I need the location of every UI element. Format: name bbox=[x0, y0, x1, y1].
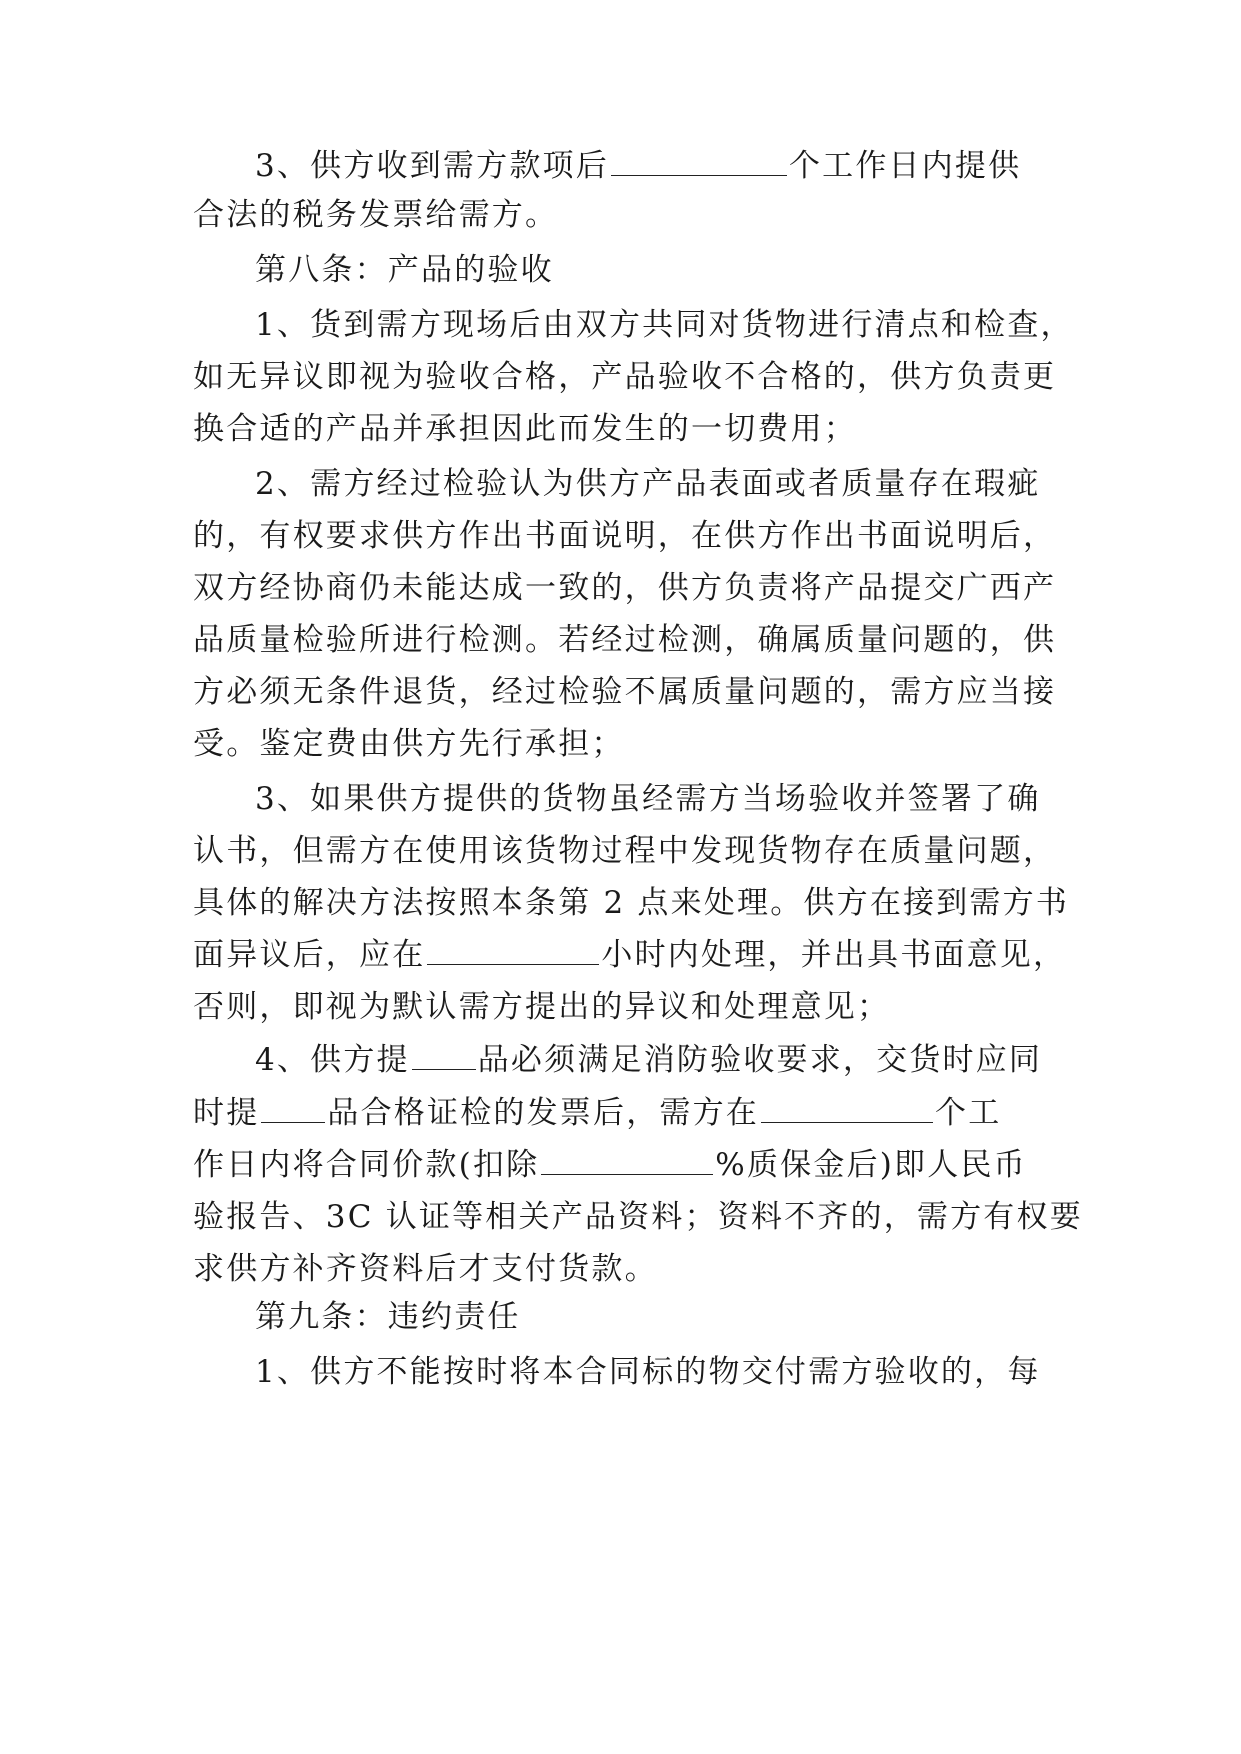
text-line bbox=[193, 568, 1057, 608]
clause-7-item-3 bbox=[255, 146, 1055, 186]
text-segment: 认书，但需方在使用该货物过程中发现货物存在质量问题， bbox=[193, 833, 1057, 869]
text-segment: 个工 bbox=[935, 1095, 1002, 1131]
text-segment: 品合格证检的发票后，需方在 bbox=[327, 1095, 760, 1131]
clause-9-item-1 bbox=[255, 1352, 1055, 1392]
blank-workdays[interactable] bbox=[611, 149, 787, 176]
text-segment: 个工作日内提供 bbox=[788, 148, 1022, 184]
text-segment: 小时内处理，并出具书面意见， bbox=[601, 937, 1067, 973]
text-segment: 3、如果供方提供的货物虽经需方当场验收并签署了确 bbox=[255, 781, 1041, 817]
text-segment: 否则，即视为默认需方提出的异议和处理意见； bbox=[193, 989, 891, 1025]
text-line bbox=[193, 1249, 1053, 1289]
text-segment: 双方经协商仍未能达成一致的，供方负责将产品提交广西产 bbox=[193, 570, 1057, 606]
text-line bbox=[193, 1197, 1083, 1237]
text-segment: 受。鉴定费由供方先行承担； bbox=[193, 726, 625, 762]
text-line bbox=[193, 1145, 1053, 1185]
text-segment: 3、供方收到需方款项后 bbox=[255, 148, 609, 184]
text-line bbox=[193, 831, 1057, 871]
text-segment: 方必须无条件退货，经过检验不属质量问题的，需方应当接 bbox=[193, 674, 1057, 710]
clause-8-item-1 bbox=[255, 305, 1074, 345]
text-line bbox=[193, 195, 1053, 235]
text-segment: 品质量检验所进行检测。若经过检测，确属质量问题的，供 bbox=[193, 622, 1057, 658]
text-segment: %质保金后)即人民币 bbox=[715, 1147, 1027, 1183]
text-segment: 2、需方经过检验认为供方产品表面或者质量存在瑕疵 bbox=[255, 466, 1041, 502]
blank-short[interactable] bbox=[412, 1043, 476, 1070]
text-segment: 合法的税务发票给需方。 bbox=[193, 197, 559, 233]
text-line bbox=[193, 935, 1067, 975]
text-line bbox=[193, 1093, 1053, 1133]
text-line bbox=[193, 724, 1053, 764]
blank-short[interactable] bbox=[261, 1096, 325, 1123]
heading-text: 第九条：违约责任 bbox=[255, 1299, 521, 1335]
blank-hours[interactable] bbox=[427, 938, 599, 965]
text-segment: 验报告、3C 认证等相关产品资料；资料不齐的，需方有权要 bbox=[193, 1199, 1083, 1235]
text-segment: 品必须满足消防验收要求，交货时应同 bbox=[477, 1042, 1043, 1078]
section-heading-article-8 bbox=[255, 250, 1055, 290]
text-segment: 1、货到需方现场后由双方共同对货物进行清点和检查， bbox=[255, 307, 1074, 343]
text-line bbox=[193, 409, 1053, 449]
clause-8-item-3 bbox=[255, 779, 1055, 819]
heading-text: 第八条：产品的验收 bbox=[255, 252, 554, 288]
blank-workdays[interactable] bbox=[761, 1096, 933, 1123]
text-segment: 作日内将合同价款(扣除 bbox=[193, 1147, 540, 1183]
text-line bbox=[193, 672, 1057, 712]
text-segment: 的，有权要求供方作出书面说明，在供方作出书面说明后， bbox=[193, 518, 1057, 554]
text-line bbox=[193, 620, 1057, 660]
text-segment: 具体的解决方法按照本条第 2 点来处理。供方在接到需方书 bbox=[193, 885, 1070, 921]
text-segment: 求供方补齐资料后才支付货款。 bbox=[193, 1251, 658, 1287]
text-line bbox=[193, 987, 1053, 1027]
section-heading-article-9 bbox=[255, 1297, 1055, 1337]
text-line bbox=[193, 883, 1070, 923]
text-segment: 换合适的产品并承担因此而发生的一切费用； bbox=[193, 411, 857, 447]
clause-8-item-4 bbox=[255, 1040, 1055, 1080]
text-segment: 1、供方不能按时将本合同标的物交付需方验收的，每 bbox=[255, 1354, 1041, 1390]
text-line bbox=[193, 357, 1057, 397]
text-segment: 4、供方提 bbox=[255, 1042, 410, 1078]
clause-8-item-2 bbox=[255, 464, 1055, 504]
text-segment: 面异议后，应在 bbox=[193, 937, 426, 973]
text-line bbox=[193, 516, 1057, 556]
blank-percentage[interactable] bbox=[541, 1148, 713, 1175]
text-segment: 如无异议即视为验收合格，产品验收不合格的，供方负责更 bbox=[193, 359, 1057, 395]
text-segment: 时提 bbox=[193, 1095, 260, 1131]
